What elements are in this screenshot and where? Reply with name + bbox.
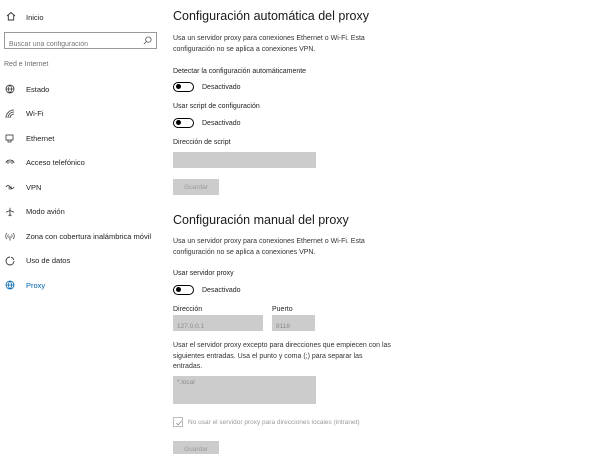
search-input[interactable]	[5, 37, 140, 52]
proxy-address-input[interactable]	[173, 319, 263, 335]
sidebar-item-uso-datos[interactable]	[0, 249, 160, 274]
proxy-globe-icon	[4, 279, 16, 291]
local-bypass-label: No usar el servidor proxy para direcciones locales (intranet)	[188, 418, 360, 426]
manual-save-button[interactable]: Guardar	[173, 441, 219, 454]
sidebar-item-label: Proxy	[26, 280, 46, 290]
sidebar-item-label: Estado	[26, 84, 50, 94]
exceptions-textarea[interactable]	[173, 376, 316, 404]
sidebar-item-wifi[interactable]	[0, 102, 160, 127]
address-label: Dirección	[173, 306, 203, 313]
auto-save-button[interactable]: Guardar	[173, 179, 219, 195]
home-icon	[4, 11, 18, 24]
exceptions-field[interactable]	[173, 376, 316, 404]
use-proxy-toggle[interactable]	[173, 285, 241, 295]
script-address-field[interactable]	[173, 152, 316, 168]
detect-settings-label: Detectar la configuración automáticamente	[173, 68, 307, 75]
sidebar	[0, 0, 160, 454]
proxy-address-field[interactable]	[173, 315, 263, 331]
proxy-port-field[interactable]	[272, 315, 315, 331]
search-box[interactable]	[4, 32, 157, 49]
toggle-switch[interactable]	[173, 82, 194, 92]
script-address-input[interactable]	[173, 156, 316, 172]
sidebar-item-label: Zona con cobertura inalámbrica móvil	[26, 231, 152, 241]
proxy-port-input[interactable]	[272, 319, 315, 335]
search-icon[interactable]	[143, 36, 152, 45]
use-proxy-label: Usar servidor proxy	[173, 270, 234, 277]
sidebar-item-ethernet[interactable]	[0, 126, 160, 151]
script-address-label: Dirección de script	[173, 139, 231, 146]
home-label: Inicio	[26, 12, 44, 22]
sidebar-item-modo-avion[interactable]	[0, 200, 160, 225]
wifi-icon	[4, 108, 16, 120]
sidebar-item-label: VPN	[26, 182, 42, 192]
manual-proxy-title: Configuración manual del proxy	[173, 213, 349, 227]
sidebar-item-label: Ethernet	[26, 133, 55, 143]
sidebar-item-label: Acceso telefónico	[26, 158, 85, 168]
sidebar-nav	[0, 77, 160, 298]
use-script-toggle[interactable]	[173, 118, 241, 128]
data-usage-icon	[4, 255, 16, 267]
airplane-icon	[4, 206, 16, 218]
detect-settings-toggle[interactable]	[173, 82, 241, 92]
sidebar-item-estado[interactable]	[0, 77, 160, 102]
vpn-icon	[4, 181, 16, 193]
local-bypass-checkbox[interactable]	[173, 417, 183, 427]
toggle-switch[interactable]	[173, 118, 194, 128]
toggle-state-label: Desactivado	[202, 119, 241, 127]
mobile-hotspot-icon	[4, 230, 16, 242]
manual-proxy-description: Usa un servidor proxy para conexiones Ethernet o Wi-Fi. Esta configuración no se aplica a conexiones VPN.	[173, 238, 365, 256]
toggle-switch[interactable]	[173, 285, 194, 295]
exceptions-description: Usar el servidor proxy excepto para direcciones que empiecen con las siguientes entradas. Usa el punto y coma (;) para separar las entradas.	[173, 342, 391, 370]
sidebar-item-zona-cobertura[interactable]	[0, 224, 160, 249]
sidebar-item-vpn[interactable]	[0, 175, 160, 200]
globe-status-icon	[4, 83, 16, 95]
auto-proxy-description: Usa un servidor proxy para conexiones Ethernet o Wi-Fi. Esta configuración no se aplica a conexiones VPN.	[173, 35, 365, 53]
use-script-label: Usar script de configuración	[173, 103, 260, 110]
sidebar-item-label: Modo avión	[26, 207, 65, 217]
auto-proxy-title: Configuración automática del proxy	[173, 9, 369, 23]
sidebar-item-proxy[interactable]	[0, 273, 160, 298]
toggle-state-label: Desactivado	[202, 286, 241, 294]
home-link[interactable]	[4, 10, 44, 24]
sidebar-item-label: Wi-Fi	[26, 109, 44, 119]
toggle-state-label: Desactivado	[202, 83, 241, 91]
port-label: Puerto	[272, 306, 293, 313]
sidebar-item-label: Uso de datos	[26, 256, 71, 266]
ethernet-icon	[4, 132, 16, 144]
dial-up-icon	[4, 157, 16, 169]
local-bypass-row[interactable]	[173, 417, 360, 427]
section-label: Red e Internet	[4, 61, 49, 68]
checkmark-icon	[175, 419, 183, 427]
sidebar-item-acceso-telefonico[interactable]	[0, 151, 160, 176]
